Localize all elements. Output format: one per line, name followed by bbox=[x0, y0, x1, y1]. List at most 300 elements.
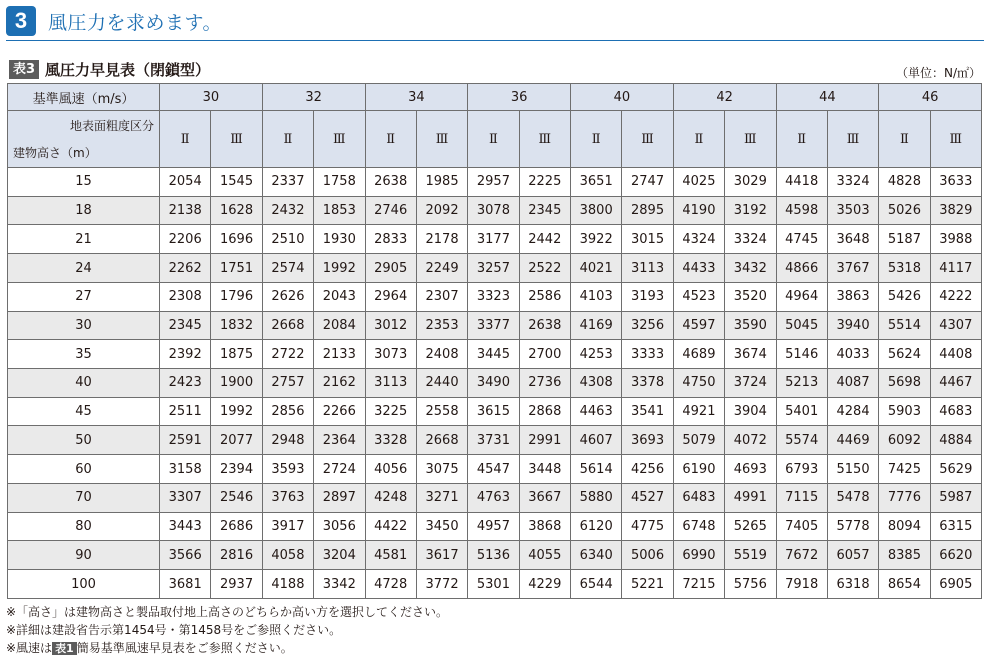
pressure-cell: 5401 bbox=[776, 397, 827, 426]
pressure-cell: 5426 bbox=[879, 282, 930, 311]
pressure-cell: 2432 bbox=[262, 196, 313, 225]
pressure-cell: 4693 bbox=[725, 455, 776, 484]
table-row bbox=[8, 483, 982, 512]
pressure-cell: 4547 bbox=[468, 455, 519, 484]
pressure-cell: 1628 bbox=[211, 196, 262, 225]
pressure-cell: 2747 bbox=[622, 168, 673, 197]
pressure-cell: 2722 bbox=[262, 340, 313, 369]
footnotes bbox=[6, 603, 448, 658]
pressure-cell: 5756 bbox=[725, 570, 776, 599]
pressure-cell: 4467 bbox=[930, 369, 981, 398]
pressure-cell: 2206 bbox=[160, 225, 211, 254]
pressure-cell: 4072 bbox=[725, 426, 776, 455]
pressure-cell: 5880 bbox=[571, 483, 622, 512]
pressure-cell: 2668 bbox=[416, 426, 467, 455]
pressure-cell: 3192 bbox=[725, 196, 776, 225]
pressure-cell: 3674 bbox=[725, 340, 776, 369]
grade-cell: Ⅲ bbox=[314, 111, 365, 168]
pressure-cell: 2546 bbox=[211, 483, 262, 512]
pressure-cell: 2249 bbox=[416, 254, 467, 283]
pressure-cell: 3904 bbox=[725, 397, 776, 426]
height-label: 建物高さ（m） bbox=[13, 146, 97, 160]
pressure-cell: 3988 bbox=[930, 225, 981, 254]
pressure-cell: 2746 bbox=[365, 196, 416, 225]
pressure-cell: 7918 bbox=[776, 570, 827, 599]
pressure-cell: 3767 bbox=[827, 254, 878, 283]
pressure-cell: 4055 bbox=[519, 541, 570, 570]
pressure-cell: 3225 bbox=[365, 397, 416, 426]
pressure-cell: 6092 bbox=[879, 426, 930, 455]
pressure-cell: 6620 bbox=[930, 541, 981, 570]
pressure-cell: 3307 bbox=[160, 483, 211, 512]
pressure-cell: 3940 bbox=[827, 311, 878, 340]
pressure-cell: 3029 bbox=[725, 168, 776, 197]
pressure-cell: 4775 bbox=[622, 512, 673, 541]
wind-speed-header-row bbox=[8, 84, 982, 111]
pressure-cell: 6990 bbox=[673, 541, 724, 570]
pressure-cell: 4117 bbox=[930, 254, 981, 283]
pressure-cell: 2307 bbox=[416, 282, 467, 311]
pressure-cell: 4190 bbox=[673, 196, 724, 225]
pressure-cell: 2964 bbox=[365, 282, 416, 311]
pressure-cell: 2522 bbox=[519, 254, 570, 283]
row-height-cell: 50 bbox=[8, 426, 160, 455]
pressure-cell: 5213 bbox=[776, 369, 827, 398]
pressure-cell: 2757 bbox=[262, 369, 313, 398]
grade-cell: Ⅲ bbox=[622, 111, 673, 168]
pressure-cell: 2262 bbox=[160, 254, 211, 283]
pressure-cell: 3342 bbox=[314, 570, 365, 599]
footnote-wind-speed bbox=[6, 639, 448, 658]
pressure-cell: 3257 bbox=[468, 254, 519, 283]
pressure-cell: 4169 bbox=[571, 311, 622, 340]
pressure-cell: 2308 bbox=[160, 282, 211, 311]
pressure-cell: 4253 bbox=[571, 340, 622, 369]
pressure-cell: 2816 bbox=[211, 541, 262, 570]
pressure-cell: 1796 bbox=[211, 282, 262, 311]
table-row bbox=[8, 225, 982, 254]
pressure-cell: 2138 bbox=[160, 196, 211, 225]
pressure-cell: 6318 bbox=[827, 570, 878, 599]
table-row bbox=[8, 254, 982, 283]
pressure-cell: 5903 bbox=[879, 397, 930, 426]
pressure-cell: 3377 bbox=[468, 311, 519, 340]
pressure-cell: 2337 bbox=[262, 168, 313, 197]
pressure-cell: 3503 bbox=[827, 196, 878, 225]
pressure-cell: 3328 bbox=[365, 426, 416, 455]
pressure-cell: 3450 bbox=[416, 512, 467, 541]
pressure-cell: 5698 bbox=[879, 369, 930, 398]
pressure-cell: 5478 bbox=[827, 483, 878, 512]
footnote-wind-post: 簡易基準風速早見表をご参照ください。 bbox=[76, 641, 293, 655]
table-row bbox=[8, 455, 982, 484]
pressure-cell: 1992 bbox=[314, 254, 365, 283]
grade-cell: Ⅲ bbox=[519, 111, 570, 168]
row-height-cell: 30 bbox=[8, 311, 160, 340]
pressure-cell: 4307 bbox=[930, 311, 981, 340]
pressure-cell: 4750 bbox=[673, 369, 724, 398]
pressure-cell: 4222 bbox=[930, 282, 981, 311]
table-number-tag: 表3 bbox=[9, 60, 39, 79]
wind-speed-36: 36 bbox=[468, 84, 571, 111]
pressure-cell: 2991 bbox=[519, 426, 570, 455]
pressure-cell: 5614 bbox=[571, 455, 622, 484]
pressure-cell: 6793 bbox=[776, 455, 827, 484]
table-row bbox=[8, 570, 982, 599]
pressure-cell: 4256 bbox=[622, 455, 673, 484]
pressure-cell: 3863 bbox=[827, 282, 878, 311]
pressure-cell: 2394 bbox=[211, 455, 262, 484]
row-height-cell: 15 bbox=[8, 168, 160, 197]
pressure-cell: 2364 bbox=[314, 426, 365, 455]
pressure-cell: 3443 bbox=[160, 512, 211, 541]
diagonal-header-cell bbox=[8, 111, 160, 168]
unit-label: （単位：N/㎡） bbox=[895, 65, 981, 80]
pressure-cell: 4683 bbox=[930, 397, 981, 426]
pressure-cell: 1758 bbox=[314, 168, 365, 197]
row-height-cell: 21 bbox=[8, 225, 160, 254]
table-row bbox=[8, 282, 982, 311]
wind-speed-34: 34 bbox=[365, 84, 468, 111]
pressure-cell: 3445 bbox=[468, 340, 519, 369]
pressure-cell: 2225 bbox=[519, 168, 570, 197]
table-row bbox=[8, 541, 982, 570]
table-row bbox=[8, 311, 982, 340]
pressure-cell: 3113 bbox=[622, 254, 673, 283]
grade-cell: Ⅱ bbox=[776, 111, 827, 168]
pressure-cell: 3113 bbox=[365, 369, 416, 398]
pressure-cell: 4581 bbox=[365, 541, 416, 570]
wind-pressure-table bbox=[7, 83, 982, 599]
grade-cell: Ⅱ bbox=[262, 111, 313, 168]
table1-tag: 表1 bbox=[52, 642, 77, 655]
pressure-cell: 4689 bbox=[673, 340, 724, 369]
pressure-cell: 2345 bbox=[160, 311, 211, 340]
grade-header-row bbox=[8, 111, 982, 168]
pressure-cell: 4597 bbox=[673, 311, 724, 340]
pressure-cell: 6748 bbox=[673, 512, 724, 541]
pressure-cell: 8385 bbox=[879, 541, 930, 570]
pressure-cell: 3333 bbox=[622, 340, 673, 369]
pressure-cell: 2511 bbox=[160, 397, 211, 426]
footnote-height: ※「高さ」は建物高さと製品取付地上高さのどちらか高い方を選択してください。 bbox=[6, 605, 449, 619]
pressure-cell: 1751 bbox=[211, 254, 262, 283]
pressure-cell: 4033 bbox=[827, 340, 878, 369]
pressure-cell: 4408 bbox=[930, 340, 981, 369]
pressure-cell: 3520 bbox=[725, 282, 776, 311]
pressure-cell: 5079 bbox=[673, 426, 724, 455]
wind-speed-44: 44 bbox=[776, 84, 879, 111]
pressure-cell: 4523 bbox=[673, 282, 724, 311]
pressure-cell: 4921 bbox=[673, 397, 724, 426]
pressure-cell: 3324 bbox=[827, 168, 878, 197]
row-height-cell: 24 bbox=[8, 254, 160, 283]
row-height-cell: 40 bbox=[8, 369, 160, 398]
pressure-cell: 3078 bbox=[468, 196, 519, 225]
pressure-cell: 4324 bbox=[673, 225, 724, 254]
pressure-cell: 3651 bbox=[571, 168, 622, 197]
grade-cell: Ⅲ bbox=[211, 111, 262, 168]
pressure-cell: 4991 bbox=[725, 483, 776, 512]
pressure-cell: 6315 bbox=[930, 512, 981, 541]
pressure-cell: 5624 bbox=[879, 340, 930, 369]
pressure-cell: 3012 bbox=[365, 311, 416, 340]
section-header bbox=[6, 4, 222, 38]
table-row bbox=[8, 397, 982, 426]
grade-cell: Ⅲ bbox=[827, 111, 878, 168]
pressure-cell: 3271 bbox=[416, 483, 467, 512]
pressure-cell: 4188 bbox=[262, 570, 313, 599]
pressure-cell: 7115 bbox=[776, 483, 827, 512]
pressure-cell: 1545 bbox=[211, 168, 262, 197]
pressure-cell: 1900 bbox=[211, 369, 262, 398]
pressure-cell: 2897 bbox=[314, 483, 365, 512]
pressure-cell: 3193 bbox=[622, 282, 673, 311]
row-height-cell: 90 bbox=[8, 541, 160, 570]
pressure-cell: 4463 bbox=[571, 397, 622, 426]
footnote-reference: ※詳細は建設省告示第1454号・第1458号をご参照ください。 bbox=[6, 623, 342, 637]
pressure-cell: 2724 bbox=[314, 455, 365, 484]
pressure-cell: 7405 bbox=[776, 512, 827, 541]
grade-cell: Ⅱ bbox=[365, 111, 416, 168]
pressure-cell: 1985 bbox=[416, 168, 467, 197]
pressure-cell: 4866 bbox=[776, 254, 827, 283]
pressure-cell: 3056 bbox=[314, 512, 365, 541]
pressure-cell: 2937 bbox=[211, 570, 262, 599]
pressure-cell: 4763 bbox=[468, 483, 519, 512]
pressure-cell: 2345 bbox=[519, 196, 570, 225]
pressure-cell: 8094 bbox=[879, 512, 930, 541]
pressure-cell: 3490 bbox=[468, 369, 519, 398]
pressure-cell: 4021 bbox=[571, 254, 622, 283]
table-caption: 風圧力早見表（閉鎖型） bbox=[45, 60, 211, 79]
pressure-cell: 4284 bbox=[827, 397, 878, 426]
pressure-cell: 2638 bbox=[365, 168, 416, 197]
grade-cell: Ⅱ bbox=[673, 111, 724, 168]
pressure-cell: 2178 bbox=[416, 225, 467, 254]
wind-speed-42: 42 bbox=[673, 84, 776, 111]
pressure-cell: 5574 bbox=[776, 426, 827, 455]
pressure-cell: 2686 bbox=[211, 512, 262, 541]
pressure-cell: 3667 bbox=[519, 483, 570, 512]
pressure-cell: 4229 bbox=[519, 570, 570, 599]
pressure-cell: 5301 bbox=[468, 570, 519, 599]
pressure-cell: 2895 bbox=[622, 196, 673, 225]
pressure-cell: 4527 bbox=[622, 483, 673, 512]
pressure-cell: 1875 bbox=[211, 340, 262, 369]
pressure-cell: 3324 bbox=[725, 225, 776, 254]
pressure-cell: 3075 bbox=[416, 455, 467, 484]
pressure-cell: 6483 bbox=[673, 483, 724, 512]
pressure-cell: 5265 bbox=[725, 512, 776, 541]
pressure-cell: 3615 bbox=[468, 397, 519, 426]
pressure-cell: 2868 bbox=[519, 397, 570, 426]
pressure-cell: 3922 bbox=[571, 225, 622, 254]
pressure-cell: 2408 bbox=[416, 340, 467, 369]
pressure-cell: 6340 bbox=[571, 541, 622, 570]
pressure-cell: 4469 bbox=[827, 426, 878, 455]
pressure-cell: 3158 bbox=[160, 455, 211, 484]
pressure-cell: 4418 bbox=[776, 168, 827, 197]
pressure-cell: 3593 bbox=[262, 455, 313, 484]
roughness-label: 地表面粗度区分 bbox=[69, 119, 154, 133]
pressure-cell: 3073 bbox=[365, 340, 416, 369]
pressure-cell: 2054 bbox=[160, 168, 211, 197]
pressure-cell: 2668 bbox=[262, 311, 313, 340]
wind-speed-label: 基準風速（m/s） bbox=[8, 84, 160, 111]
pressure-cell: 3323 bbox=[468, 282, 519, 311]
footnote-wind-pre: ※風速は bbox=[6, 641, 53, 655]
pressure-cell: 4884 bbox=[930, 426, 981, 455]
pressure-cell: 2510 bbox=[262, 225, 313, 254]
pressure-cell: 3763 bbox=[262, 483, 313, 512]
wind-speed-30: 30 bbox=[160, 84, 263, 111]
pressure-cell: 5006 bbox=[622, 541, 673, 570]
pressure-cell: 4087 bbox=[827, 369, 878, 398]
pressure-cell: 3724 bbox=[725, 369, 776, 398]
pressure-cell: 2736 bbox=[519, 369, 570, 398]
pressure-cell: 1832 bbox=[211, 311, 262, 340]
pressure-cell: 3590 bbox=[725, 311, 776, 340]
pressure-cell: 2092 bbox=[416, 196, 467, 225]
row-height-cell: 60 bbox=[8, 455, 160, 484]
pressure-cell: 3868 bbox=[519, 512, 570, 541]
table-header bbox=[9, 58, 981, 80]
pressure-cell: 3917 bbox=[262, 512, 313, 541]
pressure-cell: 7672 bbox=[776, 541, 827, 570]
pressure-cell: 5136 bbox=[468, 541, 519, 570]
wind-speed-40: 40 bbox=[571, 84, 674, 111]
pressure-cell: 4964 bbox=[776, 282, 827, 311]
pressure-cell: 7425 bbox=[879, 455, 930, 484]
pressure-cell: 5318 bbox=[879, 254, 930, 283]
row-height-cell: 100 bbox=[8, 570, 160, 599]
pressure-cell: 2043 bbox=[314, 282, 365, 311]
pressure-cell: 1853 bbox=[314, 196, 365, 225]
pressure-cell: 3566 bbox=[160, 541, 211, 570]
pressure-cell: 1992 bbox=[211, 397, 262, 426]
pressure-cell: 2392 bbox=[160, 340, 211, 369]
pressure-cell: 8654 bbox=[879, 570, 930, 599]
row-height-cell: 35 bbox=[8, 340, 160, 369]
pressure-cell: 6190 bbox=[673, 455, 724, 484]
pressure-cell: 5045 bbox=[776, 311, 827, 340]
section-title: 風圧力を求めます。 bbox=[48, 11, 222, 34]
pressure-cell: 5519 bbox=[725, 541, 776, 570]
pressure-cell: 3378 bbox=[622, 369, 673, 398]
row-height-cell: 27 bbox=[8, 282, 160, 311]
pressure-cell: 4422 bbox=[365, 512, 416, 541]
grade-cell: Ⅲ bbox=[930, 111, 981, 168]
pressure-cell: 7215 bbox=[673, 570, 724, 599]
pressure-cell: 3800 bbox=[571, 196, 622, 225]
pressure-cell: 2162 bbox=[314, 369, 365, 398]
pressure-cell: 2626 bbox=[262, 282, 313, 311]
pressure-cell: 4308 bbox=[571, 369, 622, 398]
table-row bbox=[8, 168, 982, 197]
pressure-cell: 3256 bbox=[622, 311, 673, 340]
pressure-cell: 4025 bbox=[673, 168, 724, 197]
pressure-cell: 2266 bbox=[314, 397, 365, 426]
pressure-cell: 3829 bbox=[930, 196, 981, 225]
pressure-cell: 2440 bbox=[416, 369, 467, 398]
row-height-cell: 70 bbox=[8, 483, 160, 512]
wind-speed-46: 46 bbox=[879, 84, 982, 111]
pressure-cell: 4607 bbox=[571, 426, 622, 455]
pressure-cell: 1930 bbox=[314, 225, 365, 254]
pressure-cell: 3204 bbox=[314, 541, 365, 570]
pressure-cell: 3432 bbox=[725, 254, 776, 283]
pressure-cell: 2856 bbox=[262, 397, 313, 426]
pressure-cell: 6057 bbox=[827, 541, 878, 570]
pressure-cell: 5987 bbox=[930, 483, 981, 512]
pressure-cell: 2638 bbox=[519, 311, 570, 340]
grade-cell: Ⅱ bbox=[160, 111, 211, 168]
pressure-cell: 5146 bbox=[776, 340, 827, 369]
pressure-cell: 2586 bbox=[519, 282, 570, 311]
pressure-cell: 2133 bbox=[314, 340, 365, 369]
pressure-cell: 2558 bbox=[416, 397, 467, 426]
table-body bbox=[8, 168, 982, 599]
pressure-cell: 6544 bbox=[571, 570, 622, 599]
pressure-cell: 5778 bbox=[827, 512, 878, 541]
pressure-cell: 4957 bbox=[468, 512, 519, 541]
pressure-cell: 3617 bbox=[416, 541, 467, 570]
pressure-cell: 3541 bbox=[622, 397, 673, 426]
pressure-cell: 2700 bbox=[519, 340, 570, 369]
pressure-cell: 3772 bbox=[416, 570, 467, 599]
pressure-cell: 4728 bbox=[365, 570, 416, 599]
pressure-cell: 3448 bbox=[519, 455, 570, 484]
row-height-cell: 45 bbox=[8, 397, 160, 426]
pressure-cell: 2957 bbox=[468, 168, 519, 197]
table-row bbox=[8, 512, 982, 541]
grade-cell: Ⅲ bbox=[725, 111, 776, 168]
table-row bbox=[8, 340, 982, 369]
row-height-cell: 80 bbox=[8, 512, 160, 541]
pressure-cell: 3648 bbox=[827, 225, 878, 254]
pressure-cell: 2905 bbox=[365, 254, 416, 283]
pressure-cell: 5150 bbox=[827, 455, 878, 484]
pressure-cell: 5514 bbox=[879, 311, 930, 340]
pressure-cell: 5629 bbox=[930, 455, 981, 484]
pressure-cell: 2442 bbox=[519, 225, 570, 254]
pressure-cell: 4433 bbox=[673, 254, 724, 283]
pressure-cell: 4056 bbox=[365, 455, 416, 484]
pressure-cell: 1696 bbox=[211, 225, 262, 254]
pressure-cell: 4745 bbox=[776, 225, 827, 254]
pressure-cell: 5026 bbox=[879, 196, 930, 225]
pressure-cell: 3681 bbox=[160, 570, 211, 599]
grade-cell: Ⅱ bbox=[879, 111, 930, 168]
pressure-cell: 4828 bbox=[879, 168, 930, 197]
pressure-cell: 2423 bbox=[160, 369, 211, 398]
grade-cell: Ⅱ bbox=[571, 111, 622, 168]
pressure-cell: 4248 bbox=[365, 483, 416, 512]
pressure-cell: 2077 bbox=[211, 426, 262, 455]
pressure-cell: 2591 bbox=[160, 426, 211, 455]
pressure-cell: 7776 bbox=[879, 483, 930, 512]
pressure-cell: 3177 bbox=[468, 225, 519, 254]
pressure-cell: 2084 bbox=[314, 311, 365, 340]
pressure-cell: 2353 bbox=[416, 311, 467, 340]
section-divider bbox=[6, 40, 984, 41]
pressure-cell: 4598 bbox=[776, 196, 827, 225]
wind-speed-32: 32 bbox=[262, 84, 365, 111]
pressure-cell: 6905 bbox=[930, 570, 981, 599]
step-number-badge: 3 bbox=[6, 6, 36, 36]
pressure-cell: 2574 bbox=[262, 254, 313, 283]
